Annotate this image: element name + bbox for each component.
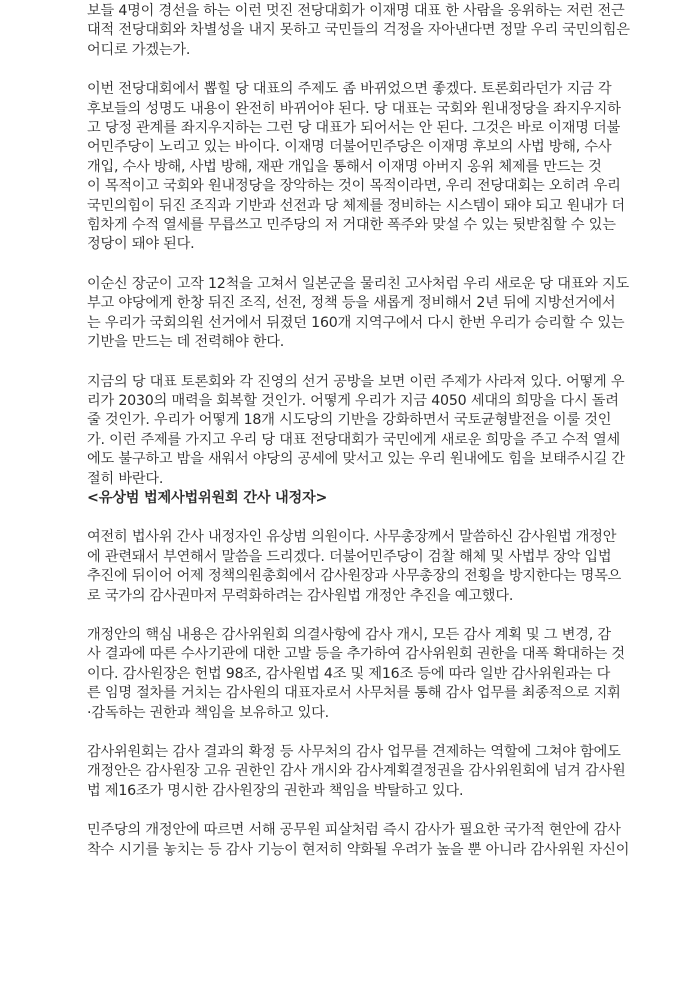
paragraph-6 (87, 626, 647, 723)
text-line: 정당이 돼야 된다. (87, 236, 195, 253)
text-line: 국민의힘이 뒤진 조직과 기반과 선전과 당 체제를 정비하는 시스템이 돼야 되고 원내가 더 (87, 197, 625, 214)
paragraph-gap (87, 723, 647, 743)
text-line: 른 임명 절차를 거치는 감사원의 대표자로서 사무처를 통해 감사 업무를 최종적으로 지휘 (87, 685, 621, 702)
text-line: 에도 불구하고 밤을 새워서 야당의 공세에 맞서고 있는 우리 원내에도 힘을 보태주시길 간 (87, 451, 625, 468)
text-line: 개정안은 감사원장 고유 권한인 감사 개시와 감사계획결정권을 감사위원회에 넘겨 감사원 (87, 763, 626, 780)
text-line: 줄 것인가. 우리가 어떻게 18개 시도당의 기반을 강화하면서 국토균형발전을 이룰 것인 (87, 412, 612, 429)
section-heading: <유상범 법제사법위원회 간사 내정자> (87, 489, 328, 506)
text-line: 민주당의 개정안에 따르면 서해 공무원 피살처럼 즉시 감사가 필요한 국가적 현안에 감사 (87, 822, 621, 839)
paragraph-gap (87, 508, 647, 528)
text-line: 힘차게 수적 열세를 무릅쓰고 민주당의 저 거대한 폭주와 맞설 수 있는 뒷받침할 수 있는 (87, 217, 616, 234)
text-line: 대적 전당대회와 차별성을 내지 못하고 국민들의 걱정을 자아낸다면 정말 우리 국민의힘은 (87, 22, 630, 39)
text-line: 고 당정 관계를 좌지우지하는 그런 당 대표가 되어서는 안 된다. 그것은 바로 이재명 더불 (87, 120, 621, 137)
text-line: 개정안의 핵심 내용은 감사위원회 의결사항에 감사 개시, 모든 감사 계획 및 그 변경, 감 (87, 626, 611, 643)
text-line: 지금의 당 대표 토론회와 각 진영의 선거 공방을 보면 이런 주제가 사라져 있다. 어떻게 우 (87, 373, 625, 390)
text-line: 에 관련돼서 부연해서 말씀을 드리겠다. 더불어민주당이 검찰 해체 및 사법부 장악 입법 (87, 548, 612, 565)
text-line: 추진에 뒤이어 어제 정책의원총회에서 감사원장과 사무총장의 전횡을 방지한다는 명목으 (87, 568, 622, 585)
text-line: 로 국가의 감사권마저 무력화하려는 감사원법 개정안 추진을 예고했다. (87, 587, 514, 604)
text-line: 가. 이런 주제를 가지고 우리 당 대표 전당대회가 국민에게 새로운 희망을 주고 수적 열세 (87, 431, 621, 448)
article-body (87, 2, 647, 860)
text-line: 법 제16조가 명시한 감사원장의 권한과 책임을 박탈하고 있다. (87, 782, 464, 799)
text-line: 어민주당이 노리고 있는 바이다. 이재명 더불어민주당은 이재명 후보의 사법 방해, 수사 (87, 139, 612, 156)
text-line: 착수 시기를 놓치는 등 감사 기능이 현저히 약화될 우려가 높을 뿐 아니라 감사위원 자신이 (87, 841, 630, 858)
text-line: 후보들의 성명도 내용이 완전히 바뀌어야 된다. 당 대표는 국회와 원내정당을 좌지우지하 (87, 100, 621, 117)
paragraph-gap (87, 801, 647, 821)
paragraph-7 (87, 743, 647, 801)
text-line: 이다. 감사원장은 헌법 98조, 감사원법 4조 및 제16조 등에 따라 일반 감사위원과는 다 (87, 665, 611, 682)
text-line: 기반을 만드는 데 전력해야 한다. (87, 334, 285, 351)
paragraph-4 (87, 373, 647, 509)
paragraph-2 (87, 80, 647, 255)
text-line: 이번 전당대회에서 뽑힐 당 대표의 주제도 좀 바뀌었으면 좋겠다. 토론회라던가 지금 각 (87, 81, 612, 98)
text-line: 이순신 장군이 고작 12척을 고쳐서 일본군을 물리친 고사처럼 우리 새로운 당 대표와 지도 (87, 275, 630, 292)
paragraph-8 (87, 821, 647, 860)
paragraph-3 (87, 275, 647, 353)
text-line: 보들 4명이 경선을 하는 이런 멋진 전당대회가 이재명 대표 한 사람을 옹위하는 저런 전근 (87, 3, 625, 19)
paragraph-gap (87, 255, 647, 275)
text-line: 감사위원회는 감사 결과의 확정 등 사무처의 감사 업무를 견제하는 역할에 그쳐야 함에도 (87, 744, 621, 760)
text-line: 개입, 수사 방해, 사법 방해, 재판 개입을 통해서 이재명 아버지 옹위 체제를 만드는 것 (87, 158, 602, 175)
paragraph-gap (87, 60, 647, 80)
paragraph-5 (87, 528, 647, 606)
text-line: 어디로 가겠는가. (87, 41, 191, 58)
text-line: ·감독하는 권한과 책임을 보유하고 있다. (87, 704, 329, 721)
paragraph-gap (87, 606, 647, 626)
paragraph-1 (87, 2, 647, 60)
text-line: 여전히 법사위 간사 내정자인 유상범 의원이다. 사무총장께서 말씀하신 감사원법 개정안 (87, 529, 617, 546)
text-line: 부고 야당에게 한창 뒤진 조직, 선전, 정책 등을 새롭게 정비해서 2년 뒤에 지방선거에서 (87, 295, 616, 312)
text-line: 는 우리가 국회의원 선거에서 뒤졌던 160개 지역구에서 다시 한번 우리가 승리할 수 있는 (87, 314, 625, 331)
paragraph-gap (87, 353, 647, 373)
text-line: 리가 2030의 매력을 회복할 것인가. 어떻게 우리가 지금 4050 세대의 희망을 다시 돌려 (87, 392, 619, 409)
text-line: 절히 바란다. (87, 470, 164, 487)
text-line: 사 결과에 따른 수사기관에 대한 고발 등을 추가하여 감사위원회 권한을 대폭 확대하는 것 (87, 646, 625, 663)
text-line: 이 목적이고 국회와 원내정당을 장악하는 것이 목적이라면, 우리 전당대회는 오히려 우리 (87, 178, 621, 195)
